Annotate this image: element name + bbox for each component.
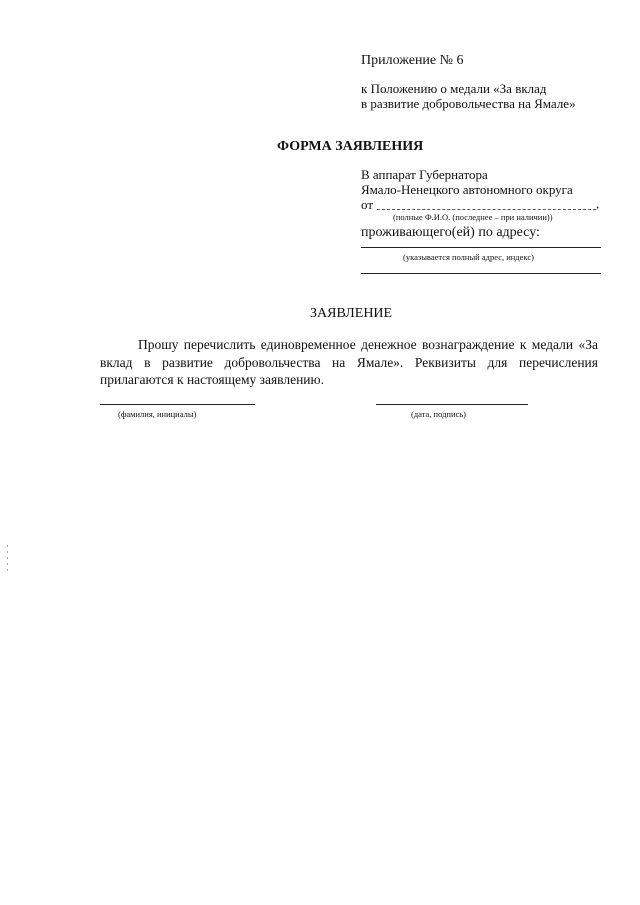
date-signature-line	[376, 404, 528, 405]
statement-body: Прошу перечислить единовременное денежное вознаграждение к медали «За вклад в развитие добровольчества на Ямале». Реквизиты для перечисления прилагаются к настоящему заявлению.	[100, 337, 598, 387]
annex-reference-line-1: к Положению о медали «За вклад	[361, 81, 547, 96]
scan-edge-marks	[7, 545, 9, 585]
name-field-line	[377, 209, 596, 210]
annex-reference-line-2: в развитие добровольчества на Ямале»	[361, 96, 576, 111]
form-title: ФОРМА ЗАЯВЛЕНИЯ	[277, 139, 424, 154]
from-suffix: ,	[596, 196, 600, 211]
name-signature-line	[100, 404, 255, 405]
date-signature-hint: (дата, подпись)	[411, 409, 467, 419]
address-hint: (указывается полный адрес, индекс)	[403, 252, 534, 262]
address-line-2	[361, 273, 601, 274]
from-label: от	[361, 197, 374, 212]
address-label: проживающего(ей) по адресу:	[361, 225, 540, 240]
annex-number: Приложение № 6	[361, 53, 464, 68]
name-field-hint: (полные Ф.И.О. (последнее – при наличии))	[393, 212, 553, 222]
statement-heading: ЗАЯВЛЕНИЕ	[310, 306, 393, 321]
name-signature-hint: (фамилия, инициалы)	[118, 409, 197, 419]
address-line-1	[361, 247, 601, 248]
addressee-line-1: В аппарат Губернатора	[361, 167, 488, 182]
addressee-line-2: Ямало-Ненецкого автономного округа	[361, 182, 573, 197]
